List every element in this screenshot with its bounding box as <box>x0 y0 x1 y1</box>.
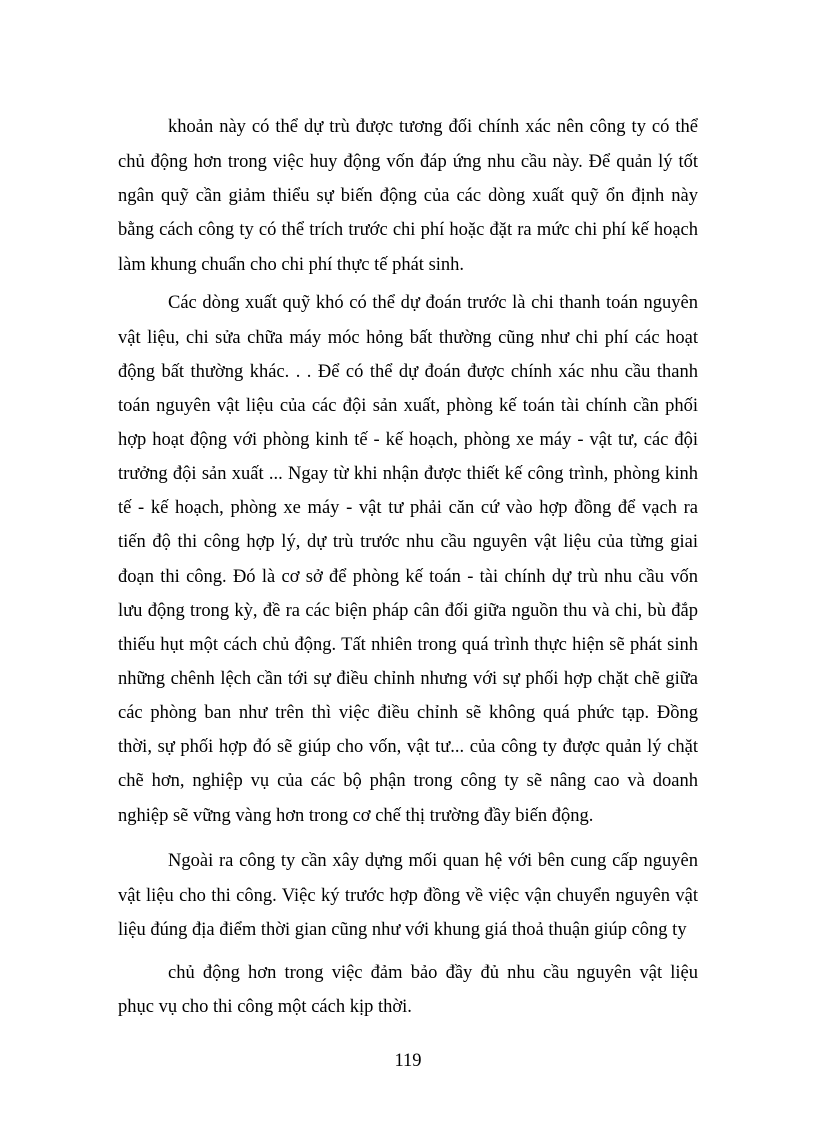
text-line: thời, sự phối hợp đó sẽ giúp cho vốn, vật tư... của công ty được quản lý chặt <box>118 737 698 757</box>
text-line: làm khung chuẩn cho chi phí thực tế phát sinh. <box>118 255 465 275</box>
text-line: đoạn thi công. Đó là cơ sở để phòng kế toán - tài chính dự trù nhu cầu vốn <box>118 567 698 587</box>
text-line: chẽ hơn, nghiệp vụ của các bộ phận trong công ty sẽ nâng cao và doanh <box>118 771 698 791</box>
text-line: thiếu hụt một cách chủ động. Tất nhiên trong quá trình thực hiện sẽ phát sinh <box>118 635 698 655</box>
text-line: nghiệp sẽ vững vàng hơn trong cơ chế thị trường đầy biến động. <box>118 806 594 826</box>
text-line: vật liệu, chi sửa chữa máy móc hỏng bất thường cũng như chi phí các hoạt <box>118 328 698 348</box>
text-line: chủ động hơn trong việc huy động vốn đáp ứng nhu cầu này. Để quản lý tốt <box>118 152 698 172</box>
text-line: vật liệu cho thi công. Việc ký trước hợp đồng về việc vận chuyển nguyên vật <box>118 886 698 906</box>
text-line: trưởng đội sản xuất ... Ngay từ khi nhận được thiết kế công trình, phòng kinh <box>118 464 698 484</box>
text-line: bằng cách công ty có thể trích trước chi phí hoặc đặt ra mức chi phí kế hoạch <box>118 220 698 240</box>
text-line: những chênh lệch cần tới sự điều chỉnh nhưng với sự phối hợp chặt chẽ giữa <box>118 669 698 689</box>
text-line: ngân quỹ cần giảm thiểu sự biến động của các dòng xuất quỹ ổn định này <box>118 186 698 206</box>
text-line: động bất thường khác. . . Để có thể dự đoán được chính xác nhu cầu thanh <box>118 362 698 382</box>
text-line: Ngoài ra công ty cần xây dựng mối quan hệ với bên cung cấp nguyên <box>168 851 698 871</box>
page-number: 119 <box>394 1051 422 1071</box>
text-line: hợp hoạt động với phòng kinh tế - kế hoạch, phòng xe máy - vật tư, các đội <box>118 430 698 450</box>
text-line: tiến độ thi công hợp lý, dự trù trước nhu cầu nguyên vật liệu của từng giai <box>118 532 698 552</box>
text-line: các phòng ban như trên thì việc điều chỉnh sẽ không quá phức tạp. Đồng <box>118 703 698 723</box>
text-line: liệu đúng địa điểm thời gian cũng như với khung giá thoả thuận giúp công ty <box>118 920 687 940</box>
text-line: tế - kế hoạch, phòng xe máy - vật tư phải căn cứ vào hợp đồng để vạch ra <box>118 498 698 518</box>
text-line: toán nguyên vật liệu của các đội sản xuất, phòng kế toán tài chính cần phối <box>118 396 698 416</box>
text-line: khoản này có thể dự trù được tương đối chính xác nên công ty có thể <box>168 117 698 137</box>
text-line: lưu động trong kỳ, đề ra các biện pháp cân đối giữa nguồn thu và chi, bù đắp <box>118 601 698 621</box>
text-line: phục vụ cho thi công một cách kịp thời. <box>118 997 412 1017</box>
text-line: chủ động hơn trong việc đảm bảo đầy đủ nhu cầu nguyên vật liệu <box>168 963 698 983</box>
text-line: Các dòng xuất quỹ khó có thể dự đoán trước là chi thanh toán nguyên <box>168 293 698 313</box>
